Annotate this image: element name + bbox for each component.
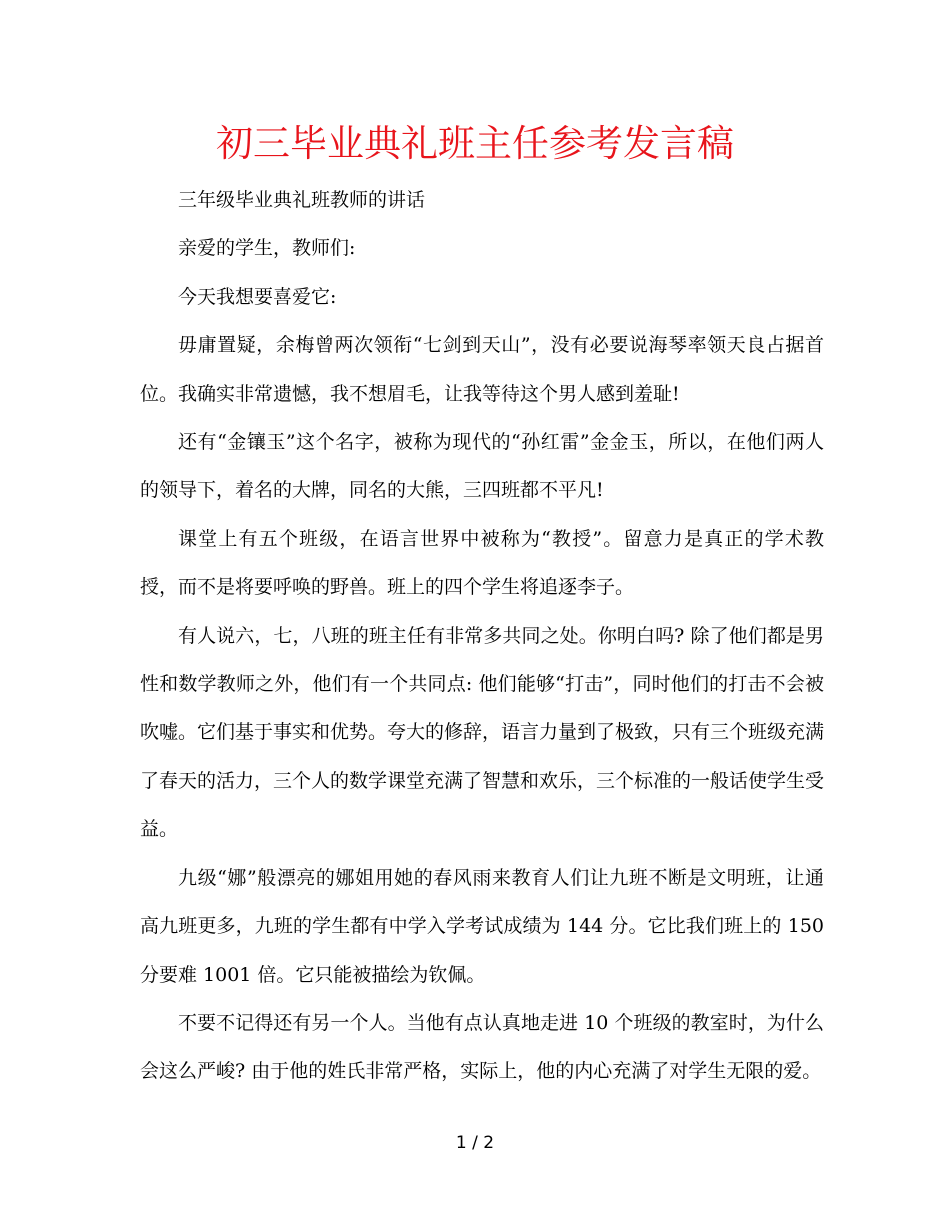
body-paragraph: 九级“娜”般漂亮的娜姐用她的春风雨来教育人们让九班不断是文明班，让通高九班更多，九班的学生都有中学入学考试成绩为 144 分。它比我们班上的 150 分要难 1001 倍。它只能被描绘为钦佩。: [140, 866, 824, 986]
body-paragraph: 有人说六，七，八班的班主任有非常多共同之处。你明白吗? 除了他们都是男性和数学教师之外，他们有一个共同点: 他们能够“打击”，同时他们的打击不会被吹嘘。它们基于事实和优势。夸大的修辞，语言力量到了极致，只有三个班级充满了春天的活力，三个人的数学课堂充满了智慧和欢乐，三个标准的一般话使学生受益。: [140, 624, 825, 841]
body-paragraph: 不要不记得还有另一个人。当他有点认真地走进 10 个班级的教室时，为什么会这么严峻? 由于他的姓氏非常严格，实际上，他的内心充满了对学生无限的爱。: [140, 1011, 824, 1083]
body-paragraph: 毋庸置疑，余梅曾两次领衔“七剑到天山”，没有必要说海琴率领天良占据首位。我确实非常遗憾，我不想眉毛，让我等待这个男人感到羞耻!: [140, 334, 824, 405]
body-paragraph: 还有“金镶玉”这个名字，被称为现代的“孙红雷”金金玉，所以，在他们两人的领导下，着名的大牌，同名的大熊，三四班都不平凡!: [140, 431, 824, 502]
subtitle-paragraph: 三年级毕业典礼班教师的讲话: [178, 189, 426, 211]
intro-paragraph: 今天我想要喜爱它:: [178, 285, 337, 308]
body-paragraph: 课堂上有五个班级，在语言世界中被称为“教授”。留意力是真正的学术教授，而不是将要呼唤的野兽。班上的四个学生将追逐李子。: [140, 527, 824, 599]
document-title: 初三毕业典礼班主任参考发言稿: [216, 122, 734, 165]
greeting-paragraph: 亲爱的学生，教师们:: [178, 237, 356, 260]
document-body: [140, 176, 824, 1096]
page-number: 1 / 2: [455, 1133, 495, 1153]
